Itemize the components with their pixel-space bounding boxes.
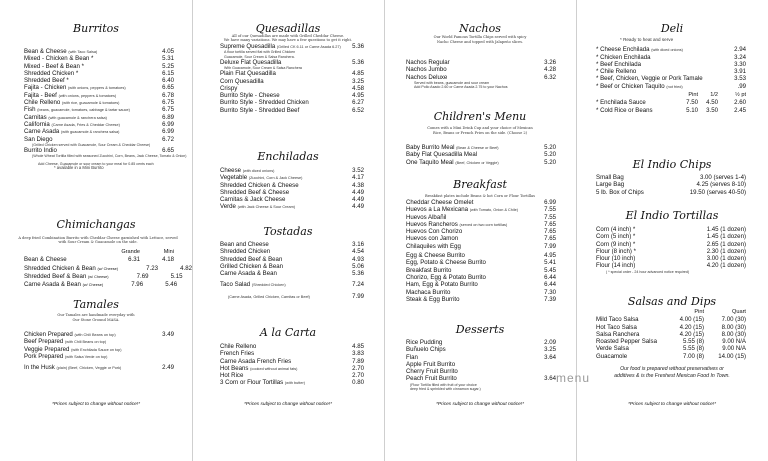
menu-item: * Cheese Enchilada (with diced onions) 2.94 (596, 46, 746, 54)
quesadillas-description-2: We have many variations. We may have a few questions to get it right. (223, 38, 353, 42)
menu-item: Carnitas & Jack Cheese 4.49 (220, 196, 364, 204)
quality-line-2: additives & is the Freshest Mexican Food In Town. (614, 373, 730, 379)
menu-item: Chile Relleno 4.85 (220, 343, 364, 350)
enchiladas-list (220, 167, 364, 211)
menu-item: Deluxe Flat Quesadilla 5.36 (220, 58, 364, 66)
tamales-list (24, 331, 174, 371)
menu-item: Flour (14 inch) 4.20 (1 dozen) (596, 262, 746, 270)
quality-statement (576, 366, 768, 380)
menu-item: Buñuelo Chips 3.25 (406, 346, 556, 354)
price-disclaimer: *Prices subject to change without notice!* (436, 402, 524, 407)
tamales-description-2: Our Stone Ground MASA. (72, 318, 120, 322)
section-title-breakfast: Breakfast (453, 178, 507, 191)
menu-item: Corn (9 inch) * 2.65 (1 dozen) (596, 240, 746, 248)
menu-item: Hot Rice 2.70 (220, 372, 364, 380)
section-title-tamales: Tamales (73, 298, 119, 311)
tamales-description-1: Our Tamales are handmade everyday with (57, 313, 135, 317)
menu-item: Flan 3.64 (406, 353, 556, 361)
menu-item: Cherry Fruit Burrito (406, 368, 458, 376)
burritos-list (24, 48, 187, 170)
menu-item: Chilaquiles with Egg 7.99 (406, 242, 556, 250)
childrens-description-1: Comes with a Mini Drink Cup and your choice of Mexican (427, 126, 533, 130)
section-title-nachos: Nachos (459, 22, 501, 35)
menu-item: Verde Salsa 5.55 (8) 9.00 N/A (596, 345, 746, 353)
section-title-a-la-carta: A la Carta (259, 326, 317, 339)
menu-item: One Taquito Meal (Beef, Chicken or Veggie) 5.20 (406, 158, 556, 166)
menu-item: California (Carne Asada, Fries & Cheddar Cheese) 6.99 (24, 120, 174, 128)
menu-item: Shredded Chicken * 6.15 (24, 69, 174, 77)
menu-item: Ham, Egg & Potato Burrito 6.44 (406, 281, 556, 289)
menu-item: Egg, Potato & Cheese Burrito 5.41 (406, 259, 556, 267)
section-title-quesadillas: Quesadillas (255, 22, 321, 35)
menu-item: * Beef or Chicken Taquito (not fried) .99 (596, 82, 746, 90)
menu-item: * Enchilada Sauce 7.50 4.50 2.60 (596, 99, 746, 107)
desserts-list (406, 339, 556, 391)
add-on-note: Add Cheese, Guacamole or sour cream to your meal for 0.85 cents each (38, 161, 154, 166)
section-title-tortillas: El Indio Tortillas (625, 209, 719, 222)
menu-item: Egg & Cheese Burrito 4.95 (406, 252, 556, 260)
menu-item: Supreme Quesadilla (Grilled CK 6.11 or Carne Asada 6.27) 5.36 (220, 43, 364, 50)
section-title-childrens-menu: Children's Menu (433, 110, 527, 123)
menu-item: * Cold Rice or Beans 5.10 3.50 2.45 (596, 106, 746, 114)
menu-item: Bean & Cheese (with Taco Salsa) 4.05 (24, 48, 174, 55)
menu-item: Grilled Chicken & Bean 5.06 (220, 262, 364, 270)
menu-item: Burrito Style - Shredded Beef 6.52 (220, 106, 364, 114)
item-note: With Guacamole, Sour Cream & Salsa Ranchera (224, 66, 302, 70)
menu-item: * Chile Relleno 3.91 (596, 68, 746, 76)
item-note: (Whole Wheat Tortilla filled with seasoned Zucchini, Corn, Beans, Jack Cheese, Tomato & Onion) (32, 154, 187, 159)
menu-item: Shredded Chicken 4.54 (220, 248, 364, 256)
menu-item: * Beef Enchilada 3.30 (596, 60, 746, 68)
deli-list (596, 38, 746, 114)
item-note: Guacamole, Sour Cream & Salsa Ranchera. (224, 54, 295, 59)
mini-burrito-note: * available in a Mini Burrito (54, 164, 104, 170)
childrens-list (406, 144, 556, 166)
menu-item: Carne Asada (with guacamole & ranchera salsa) 6.99 (24, 128, 174, 136)
menu-item: Verde (with Jack Cheese & Sour Cream) 4.49 (220, 203, 364, 211)
menu-item: Salsa Ranchera 4.20 (15) 8.00 (30) (596, 330, 746, 338)
quesadillas-description-1: All of our Quesadillas are made with Grilled Cheddar Cheese. (231, 34, 345, 38)
tostadas-list (220, 241, 364, 300)
breakfast-list (406, 199, 556, 303)
menu-item: Baby Flat Quesadilla Meal 5.20 (406, 151, 556, 159)
menu-item: Mixed - Beef & Bean * 5.25 (24, 62, 174, 70)
section-title-chips: El Indio Chips (632, 158, 712, 171)
menu-item: Mild Taco Salsa 4.00 (15) 7.00 (30) (596, 316, 746, 324)
menu-item: Burrito Indio 6.65 (24, 147, 174, 155)
table-header: Pint 1/2 ½ pt (688, 91, 746, 98)
price-disclaimer: *Prices subject to change without notice!* (628, 402, 716, 407)
menu-item: Peach Fruit Burrito 3.64 (406, 375, 556, 383)
menu-item: Shredded Beef & Cheese 4.49 (220, 188, 364, 196)
breakfast-description: Breakfast plates include Beans & hot Corn or Flour Tortillas (425, 194, 535, 198)
childrens-description-2: Rice, Beans or French Fries on the side. (Choose 2) (432, 131, 528, 135)
menu-item: Pork Prepared (with Salsa Verde on top) (24, 352, 108, 360)
a-la-carta-list (220, 343, 364, 387)
menu-item: Large Bag 4.25 (serves 8-10) (596, 181, 746, 189)
menu-item: Shredded Chicken & Bean (w/ Cheese) 7.23 4.82 (24, 264, 192, 272)
menu-item: Taco Salad (Shredded Chicken) 7.24 (220, 281, 364, 289)
deli-subtitle: * Ready to heat and serve (620, 37, 674, 42)
item-note: Add Pollo Asado 2.60 or Carne Asada 2.75 to your Nachos (414, 85, 508, 90)
menu-column-3 (384, 0, 577, 461)
menu-item: Flour (8 inch) * 2.30 (1 dozen) (596, 247, 746, 255)
menu-item: Cheddar Cheese Omelet 6.99 (406, 199, 556, 206)
menu-item: Guacamole 7.00 (8) 14.00 (15) (596, 352, 746, 360)
menu-item: Crispy 4.58 (220, 84, 364, 92)
menu-item: Nachos Deluxe 6.32 (406, 73, 556, 81)
menu-item: Breakfast Burrito 5.45 (406, 266, 556, 274)
menu-item: Hot Beans (cooked without animal fats) 2.70 (220, 364, 364, 372)
section-title-salsas: Salsas and Dips (627, 295, 717, 308)
menu-item: Bean & Cheese 6.31 4.18 (24, 256, 174, 264)
menu-item: Chile Relleno (with rice, guacamole & tomatoes) 6.75 (24, 99, 174, 107)
menu-item: Huevos Rancheros (served on two corn tortillas) 7.65 (406, 220, 556, 228)
menu-item: Bean and Cheese 3.16 (220, 241, 364, 248)
menu-item: Steak & Egg Burrito 7.39 (406, 295, 556, 303)
menu-item: Machaca Burrito 7.30 (406, 288, 556, 296)
menu-item: Shredded Beef & Bean 4.93 (220, 255, 364, 263)
item-note: Served with beans, guacamole and sour cream (414, 80, 490, 85)
menu-item: Beef Prepared (with Chili Beans on top) (24, 338, 107, 346)
menu-item: Vegetable (Zucchini, Corn & Jack Cheese) 4.17 (220, 174, 364, 182)
menu-item: Baby Burrito Meal (Bean & Cheese or Beef) 5.20 (406, 144, 556, 151)
item-note: deep fried & sprinkled with cinnamon sugar.) (410, 386, 481, 391)
menu-item: Roasted Pepper Salsa 5.55 (8) 9.00 N/A (596, 338, 746, 346)
chimichangas-description: A deep fried Combination Burrito with Cheddar Cheese garnished with Lettuce, served with Sour Cream & Guacamole on the side. (18, 236, 178, 245)
table-header: Grande Mini (121, 249, 174, 255)
menu-item: Corn (4 inch) * 1.45 (1 dozen) (596, 226, 746, 233)
chips-list (596, 174, 746, 196)
menu-item: San Diego 6.72 (24, 135, 174, 143)
menu-item: Huevos Albañil 7.55 (406, 213, 556, 221)
item-note: (Flour Tortilla filled with fruit of your choice (410, 382, 477, 387)
salsas-list (596, 309, 746, 360)
item-note: (Grilled Chicken served with Guacamole, Sour Cream & Cheddar Cheese) (32, 142, 151, 147)
menu-item: * Chicken Enchilada 3.24 (596, 53, 746, 61)
price-disclaimer: *Prices subject to change without notice!* (244, 402, 332, 407)
menu-column-4 (576, 0, 768, 461)
menu-item: Huevos Con Chorizo 7.65 (406, 228, 556, 236)
menu-item: Nachos Regular 3.26 (406, 59, 556, 66)
section-title-tostadas: Tostadas (263, 225, 313, 238)
menu-item: Chorizo, Egg & Potato Burrito 6.44 (406, 273, 556, 281)
menu-item: In the Husk (plain) (Beef, Chicken, Veggie or Pork) 2.49 (24, 364, 174, 372)
price-disclaimer: *Prices subject to change without notice!* (52, 402, 140, 407)
menu-item: Hot Taco Salsa 4.20 (15) 8.00 (30) (596, 323, 746, 331)
tortillas-list (596, 226, 746, 274)
menu-item: Nachos Jumbo 4.28 (406, 66, 556, 74)
menu-item: 5 lb. Box of Chips 19.50 (serves 40-50) (596, 188, 746, 196)
nachos-description-1: Our World Famous Tortilla Chips served with spicy (433, 35, 527, 39)
section-title-burritos: Burritos (73, 22, 119, 35)
menu-item: Cheese (with diced onions) 3.52 (220, 167, 364, 174)
section-title-deli: Deli (660, 22, 684, 35)
quesadillas-list (220, 43, 364, 114)
menu-item: Shredded Beef * 6.40 (24, 77, 174, 85)
menu-item: Chicken Prepared (with Chili Beans on top) 3.49 (24, 331, 174, 338)
watermark-text: menu (556, 371, 591, 385)
menu-item: Carne Asada & Bean (w/ Cheese) 7.96 5.46 (24, 281, 178, 289)
menu-item: (Carne Asada, Grilled Chicken, Carnitas or Beef) 7.99 (228, 292, 364, 300)
menu-item: Carnitas (with guacamole & ranchera salsa) 6.89 (24, 113, 174, 121)
menu-item: Apple Fruit Burrito (406, 360, 456, 368)
nachos-list (406, 59, 556, 89)
menu-item: Shredded Chicken & Cheese 4.38 (220, 181, 364, 189)
menu-item: * Beef, Chicken, Veggie or Pork Tamale 3.53 (596, 75, 746, 83)
menu-item: Fajita - Beef (with onions, peppers & tomatoes) 6.78 (24, 91, 174, 99)
menu-item: Corn (5 inch) * 1.45 (1 dozen) (596, 233, 746, 241)
section-title-desserts: Desserts (455, 323, 505, 336)
menu-item: Fajita - Chicken (with onions, peppers & tomatoes) 6.65 (24, 84, 174, 92)
menu-item: Flour (10 inch) 3.00 (1 dozen) (596, 255, 746, 263)
menu-item: Huevos con Jamon 7.65 (406, 235, 556, 243)
menu-item: Carne Asada French Fries 7.89 (220, 357, 364, 365)
chimichangas-list (24, 249, 192, 289)
special-order-note: ( * special order - 24 hour advanced notice required) (606, 269, 690, 274)
section-title-chimichangas: Chimichangas (56, 218, 136, 231)
menu-column-1 (0, 0, 193, 461)
menu-column-2 (192, 0, 385, 461)
menu-item: Plain Flat Quesadilla 4.85 (220, 70, 364, 78)
menu-item: Rice Pudding 2.09 (406, 339, 556, 346)
menu-item: Veggie Prepared (with Enchilada Sauce on top) (24, 345, 122, 353)
menu-item: Burrito Style - Cheese 4.95 (220, 92, 364, 100)
nachos-description-2: Nacho Cheese and topped with Jalapeño slices. (436, 40, 524, 44)
menu-item: 3 Corn or Flour Tortillas (with butter) 0.80 (220, 379, 364, 387)
quality-line-1: Our food is prepared without preservatives or (620, 366, 724, 372)
menu-item: Mixed - Chicken & Bean * 5.31 (24, 55, 174, 63)
menu-item: Carne Asada & Bean 5.36 (220, 270, 364, 278)
menu-item: Small Bag 3.00 (serves 1-4) (596, 174, 746, 181)
menu-item: Corn Quesadilla 3.25 (220, 77, 364, 85)
menu-item: French Fries 3.83 (220, 350, 364, 358)
menu-item: Fish (beans, guacamole, tomatoes, cabbage & tartar sauce) 6.75 (24, 106, 174, 114)
section-title-enchiladas: Enchiladas (257, 150, 319, 163)
menu-item: Huevos a La Mexicana (with Tomato, Onion & Chile) 7.55 (406, 206, 556, 214)
menu-item: Shredded Beef & Bean (w/ Cheese) 7.69 5.15 (24, 272, 183, 280)
table-header: Pint Quart (694, 309, 746, 315)
menu-item: Burrito Style - Shredded Chicken 6.27 (220, 99, 364, 107)
item-note: A flour tortilla served flat with Grilled Chicken (224, 50, 296, 55)
